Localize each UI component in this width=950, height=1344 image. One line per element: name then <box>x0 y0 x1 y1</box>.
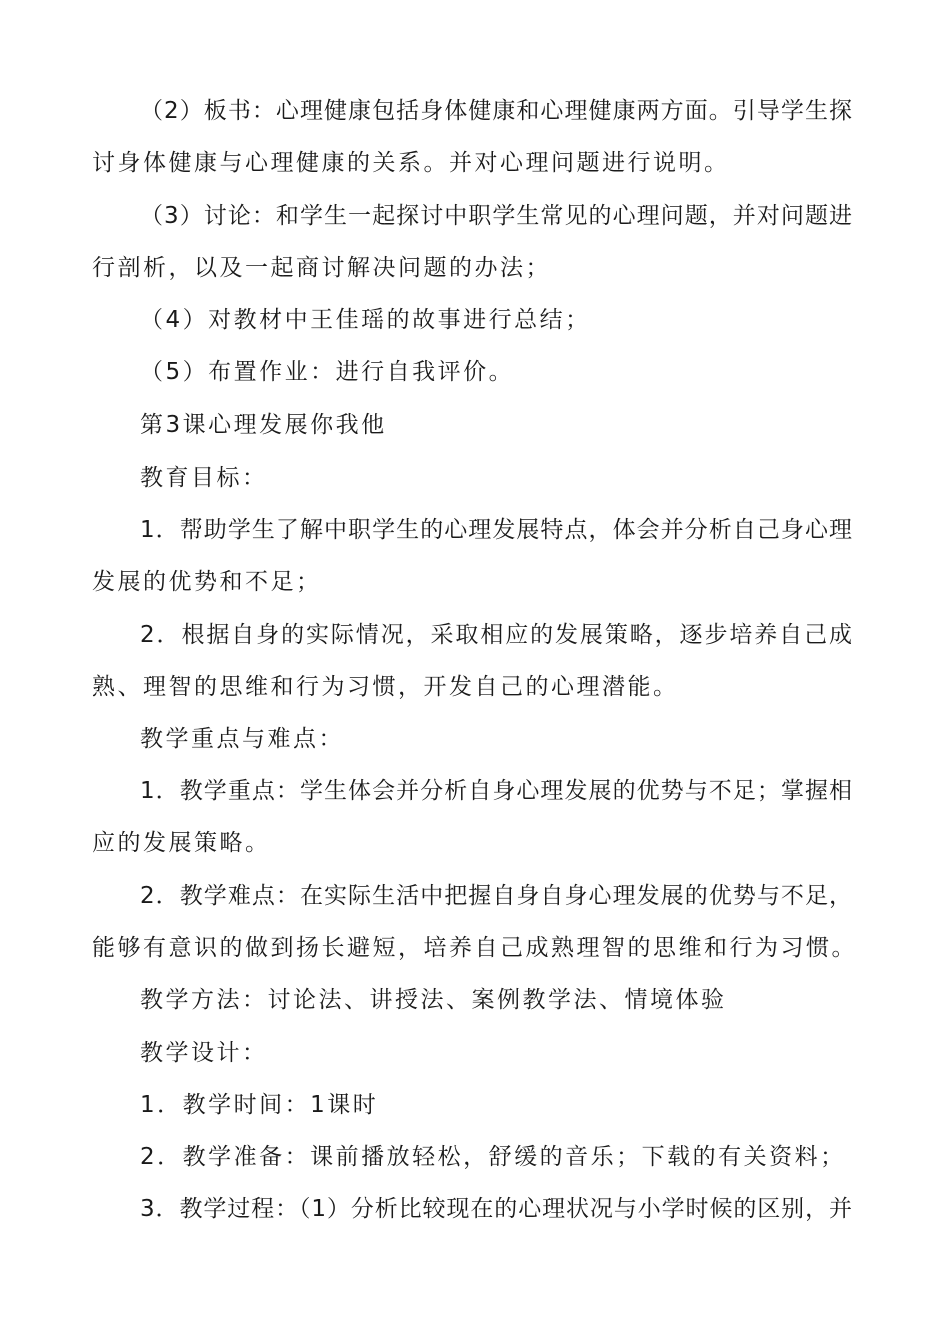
section-heading: 教学设计： <box>140 1040 268 1066</box>
lesson-title: 第3课心理发展你我他 <box>140 412 387 438</box>
paragraph-line: 应的发展策略。 <box>92 830 271 856</box>
section-heading: 教学重点与难点： <box>140 726 344 752</box>
section-heading: 教育目标： <box>140 465 268 491</box>
paragraph-line: 1．教学时间：1课时 <box>140 1092 379 1118</box>
paragraph-line: （5）布置作业：进行自我评价。 <box>140 359 515 385</box>
paragraph-line: （4）对教材中王佳瑶的故事进行总结； <box>140 307 591 333</box>
paragraph-line: （2）板书：心理健康包括身体健康和心理健康两方面。引导学生探 <box>140 98 852 124</box>
paragraph-line: 2．根据自身的实际情况，采取相应的发展策略，逐步培养自己成 <box>140 622 852 648</box>
paragraph-line: 2．教学准备：课前播放轻松，舒缓的音乐；下载的有关资料； <box>140 1144 846 1170</box>
paragraph-line: 3．教学过程：（1）分析比较现在的心理状况与小学时候的区别，并 <box>140 1196 852 1222</box>
paragraph-line: 讨身体健康与心理健康的关系。并对心理问题进行说明。 <box>92 150 730 176</box>
paragraph-line: 熟、理智的思维和行为习惯，开发自己的心理潜能。 <box>92 674 679 700</box>
paragraph-line: 2．教学难点：在实际生活中把握自身自身心理发展的优势与不足， <box>140 883 852 909</box>
paragraph-line: 1．帮助学生了解中职学生的心理发展特点，体会并分析自己身心理 <box>140 517 852 543</box>
paragraph-line: （3）讨论：和学生一起探讨中职学生常见的心理问题，并对问题进 <box>140 203 852 229</box>
paragraph-line: 1．教学重点：学生体会并分析自身心理发展的优势与不足；掌握相 <box>140 778 852 804</box>
paragraph-line: 能够有意识的做到扬长避短，培养自己成熟理智的思维和行为习惯。 <box>92 935 857 961</box>
paragraph-line: 发展的优势和不足； <box>92 569 322 595</box>
paragraph-line: 行剖析，以及一起商讨解决问题的办法； <box>92 255 551 281</box>
paragraph-line: 教学方法：讨论法、讲授法、案例教学法、情境体验 <box>140 987 727 1013</box>
